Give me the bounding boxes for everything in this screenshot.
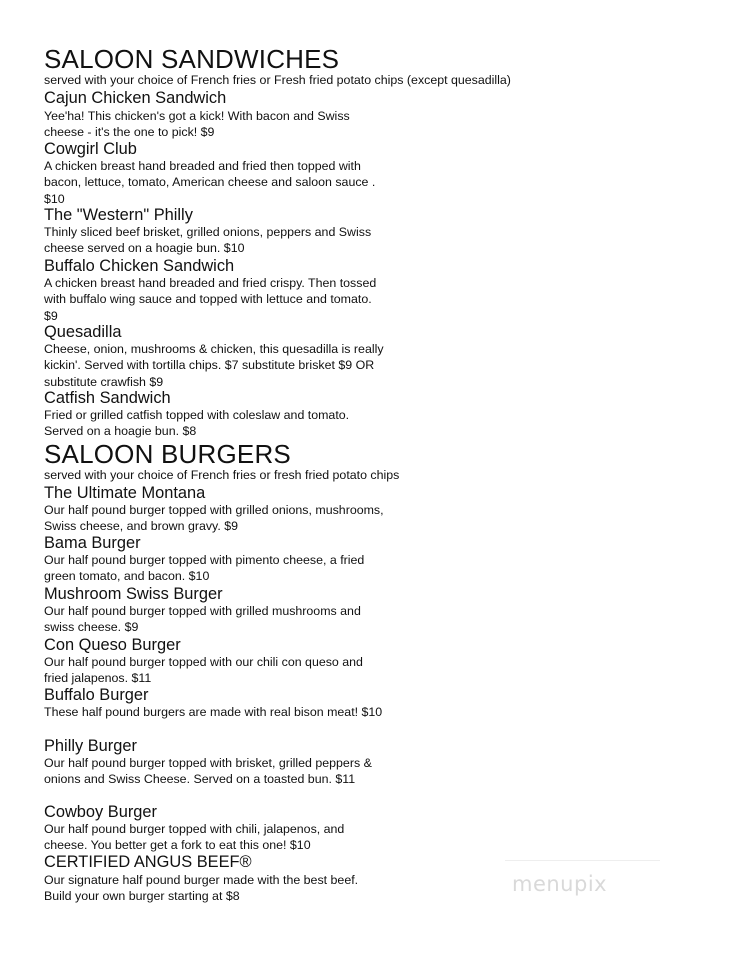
item-name: Mushroom Swiss Burger [44,585,223,603]
item-name: Cowboy Burger [44,803,157,821]
item-description: A chicken breast hand breaded and fried then topped with bacon, lettuce, tomato, American cheese and saloon sauce . $10 [44,159,376,206]
item-name: Cowgirl Club [44,140,137,158]
item-description: Our half pound burger topped with grilled onions, mushrooms, Swiss cheese, and brown gravy. $9 [44,503,384,534]
item-description: A chicken breast hand breaded and fried crispy. Then tossed with buffalo wing sauce and topped with lettuce and tomato. $9 [44,276,377,323]
item-description: Our half pound burger topped with brisket, grilled peppers & onions and Swiss Cheese. Served on a toasted bun. $11 [44,756,372,787]
item-description: Thinly sliced beef brisket, grilled onions, peppers and Swiss cheese served on a hoagie bun. $10 [44,225,372,256]
item-name: Con Queso Burger [44,636,181,654]
item-description: Our half pound burger topped with chili, jalapenos, and cheese. You better get a fork to eat this one! $10 [44,822,345,853]
item-name: CERTIFIED ANGUS BEEF® [44,853,252,871]
item-description: Our half pound burger topped with grilled mushrooms and swiss cheese. $9 [44,604,361,635]
item-name: Bama Burger [44,534,141,552]
item-name: The Ultimate Montana [44,484,206,502]
item-name: Cajun Chicken Sandwich [44,89,227,107]
item-name: Catfish Sandwich [44,389,171,407]
watermark-rule [505,860,660,861]
watermark-logo: menupix [512,872,608,896]
burgers-subtitle: served with your choice of French fries or fresh fried potato chips [44,468,400,482]
item-description: Cheese, onion, mushrooms & chicken, this quesadilla is really kickin'. Served with tortilla chips. $7 substitute brisket $9 OR substitute crawfish $9 [44,342,384,389]
burgers-title: SALOON BURGERS [44,439,291,469]
item-description: Fried or grilled catfish topped with coleslaw and tomato. Served on a hoagie bun. $8 [44,408,350,439]
item-description: Our half pound burger topped with our chili con queso and fried jalapenos. $11 [44,655,363,686]
item-name: Quesadilla [44,323,122,341]
item-description: These half pound burgers are made with real bison meat! $10 [44,705,383,719]
item-description: Yee'ha! This chicken's got a kick! With bacon and Swiss cheese - it's the one to pick! $9 [44,109,350,140]
item-name: Buffalo Chicken Sandwich [44,257,235,275]
item-name: Philly Burger [44,737,137,755]
item-description: Our signature half pound burger made with the best beef. Build your own burger starting at $8 [44,873,359,904]
sandwiches-title: SALOON SANDWICHES [44,44,340,74]
sandwiches-subtitle: served with your choice of French fries or Fresh fried potato chips (except quesadilla) [44,73,511,87]
item-name: Buffalo Burger [44,686,149,704]
item-description: Our half pound burger topped with pimento cheese, a fried green tomato, and bacon. $10 [44,553,365,584]
item-name: The "Western" Philly [44,206,193,224]
